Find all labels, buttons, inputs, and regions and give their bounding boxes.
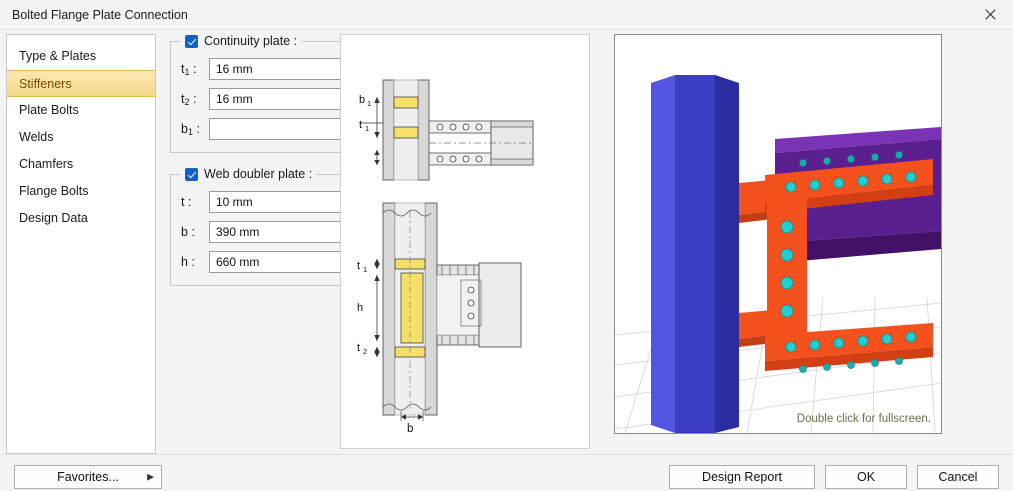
- svg-text:1: 1: [367, 99, 372, 108]
- favorites-label: Favorites...: [57, 469, 119, 484]
- diagram-drawing: [341, 35, 589, 448]
- sidebar-item-type-plates[interactable]: Type & Plates: [19, 49, 97, 63]
- close-icon[interactable]: [967, 0, 1013, 30]
- svg-text:t: t: [357, 342, 361, 354]
- web-doubler-h-label: h :: [181, 255, 195, 269]
- sidebar-item-chamfers[interactable]: Chamfers: [19, 157, 74, 171]
- design-report-button[interactable]: Design Report: [669, 465, 815, 489]
- 3d-model-render: [615, 35, 941, 433]
- footer-actions: [669, 465, 999, 489]
- viewport-hint: Double click for fullscreen.: [796, 413, 931, 425]
- svg-text:2: 2: [363, 347, 368, 356]
- continuity-plate-label: Continuity plate :: [204, 34, 298, 48]
- continuity-plate-checkbox[interactable]: [185, 35, 198, 48]
- favorites-button[interactable]: [14, 465, 162, 489]
- sidebar-item-plate-bolts[interactable]: Plate Bolts: [19, 103, 79, 117]
- web-doubler-checkbox[interactable]: [185, 168, 198, 181]
- svg-text:t: t: [357, 260, 361, 272]
- dialog-footer: [0, 454, 1013, 491]
- dialog-body: [0, 30, 1013, 454]
- sidebar-item-stiffeners[interactable]: Stiffeners: [7, 70, 155, 97]
- svg-text:t: t: [359, 119, 363, 131]
- sidebar-item-welds[interactable]: Welds: [19, 130, 54, 144]
- bottom-section-drawing: [357, 203, 521, 435]
- svg-text:1: 1: [363, 265, 368, 274]
- web-doubler-legend: [181, 167, 316, 181]
- title-bar: [0, 0, 1013, 30]
- web-doubler-b-label: b :: [181, 225, 195, 239]
- content-area: [156, 30, 1013, 454]
- connection-diagram: [340, 34, 590, 449]
- continuity-plate-legend: [181, 34, 301, 48]
- sidebar-nav: [6, 34, 156, 454]
- continuity-t1-label: $t_1$ :: [181, 61, 197, 77]
- web-doubler-label: Web doubler plate :: [204, 167, 313, 181]
- svg-text:1: 1: [365, 124, 370, 133]
- window-title: Bolted Flange Plate Connection: [12, 7, 188, 22]
- svg-text:b: b: [359, 94, 366, 106]
- sidebar-item-design-data[interactable]: Design Data: [19, 211, 88, 225]
- chevron-right-icon: ▶: [147, 471, 154, 481]
- continuity-b1-label: $b_1$ :: [181, 121, 200, 137]
- continuity-t2-label: $t_2$ :: [181, 91, 197, 107]
- svg-text:h: h: [357, 302, 364, 314]
- model-viewport[interactable]: [614, 34, 942, 434]
- sidebar-item-flange-bolts[interactable]: Flange Bolts: [19, 184, 89, 198]
- svg-text:b: b: [407, 423, 414, 435]
- top-elevation-drawing: [359, 80, 533, 180]
- web-doubler-t-label: t :: [181, 195, 192, 209]
- cancel-button[interactable]: Cancel: [917, 465, 999, 489]
- parameters-column: [170, 34, 322, 454]
- ok-button[interactable]: OK: [825, 465, 907, 489]
